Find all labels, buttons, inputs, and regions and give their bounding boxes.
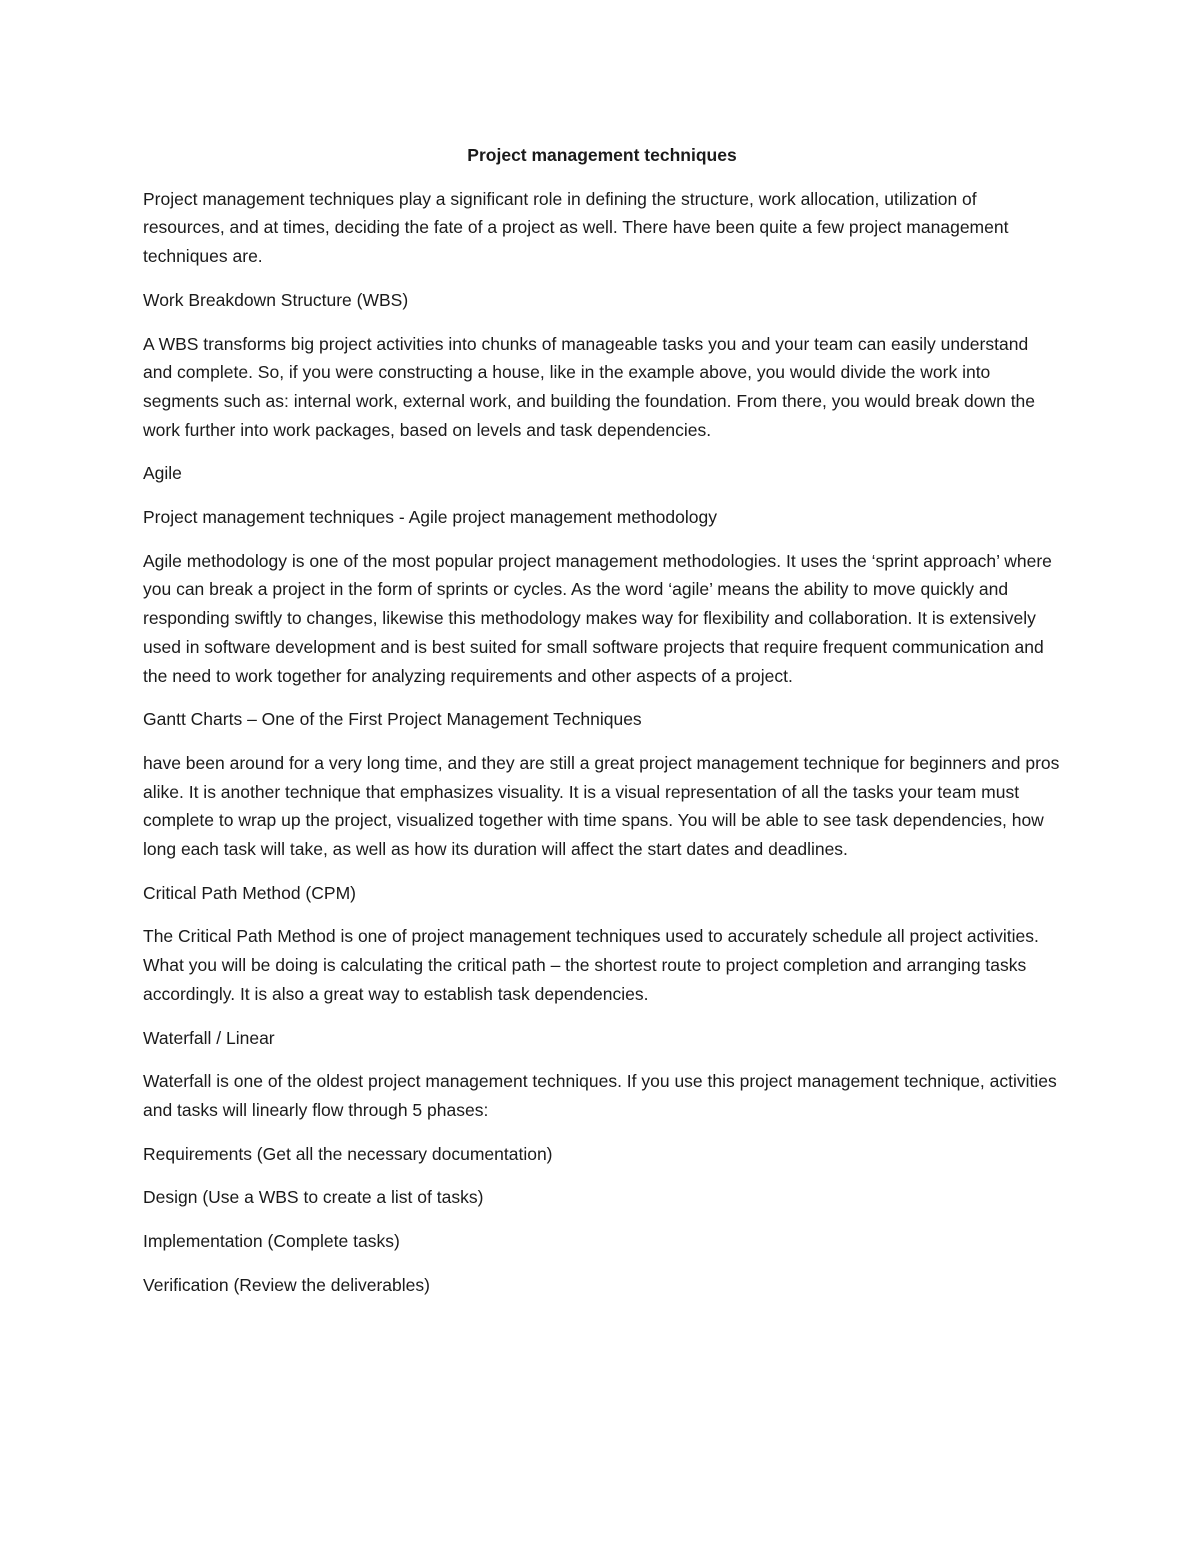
agile-subheading: Project management techniques - Agile project management methodology <box>143 507 717 528</box>
gantt-heading: Gantt Charts – One of the First Project Management Techniques <box>143 709 642 730</box>
gantt-paragraph: have been around for a very long time, and they are still a great project management technique for beginners and pros alike. It is another technique that emphasizes visuality. It is a visual representation of all the tasks your team must complete to wrap up the project, visualized together with time spans. You will be able to see task dependencies, how long each task will take, as well as how its duration will affect the start dates and deadlines. <box>143 752 1060 860</box>
waterfall-heading: Waterfall / Linear <box>143 1027 275 1048</box>
wbs-heading: Work Breakdown Structure (WBS) <box>143 289 409 310</box>
wbs-paragraph: A WBS transforms big project activities into chunks of manageable tasks you and your team can easily understand and complete. So, if you were constructing a house, like in the example above, you would divide the work into segments such as: internal work, external work, and building the foundation. From there, you would break down the work further into work packages, based on levels and task dependencies. <box>143 333 1036 440</box>
phase-item: Implementation (Complete tasks) <box>143 1231 400 1252</box>
waterfall-paragraph: Waterfall is one of the oldest project management techniques. If you use this project management technique, activities and tasks will linearly flow through 5 phases: <box>143 1071 1057 1120</box>
phase-item: Requirements (Get all the necessary documentation) <box>143 1143 553 1164</box>
phase-item: Verification (Review the deliverables) <box>143 1274 430 1295</box>
document-body <box>143 141 1061 1315</box>
cpm-paragraph: The Critical Path Method is one of project management techniques used to accurately schedule all project activities. What you will be doing is calculating the critical path – the shortest route to project completion and arranging tasks accordingly. It is also a great way to establish task dependencies. <box>143 926 1039 1004</box>
phase-item: Design (Use a WBS to create a list of tasks) <box>143 1187 484 1208</box>
agile-heading: Agile <box>143 463 182 484</box>
document-title: Project management techniques <box>467 145 737 165</box>
intro-paragraph: Project management techniques play a significant role in defining the structure, work allocation, utilization of resources, and at times, deciding the fate of a project as well. There have been quite a few project management techniques are. <box>143 188 1009 267</box>
cpm-heading: Critical Path Method (CPM) <box>143 882 356 903</box>
agile-paragraph: Agile methodology is one of the most popular project management methodologies. It uses the ‘sprint approach’ where you can break a project in the form of sprints or cycles. As the word ‘agile’ means the ability to move quickly and responding swiftly to changes, likewise this methodology makes way for flexibility and collaboration. It is extensively used in software development and is best suited for small software projects that require frequent communication and the need to work together for analyzing requirements and other aspects of a project. <box>143 550 1052 686</box>
